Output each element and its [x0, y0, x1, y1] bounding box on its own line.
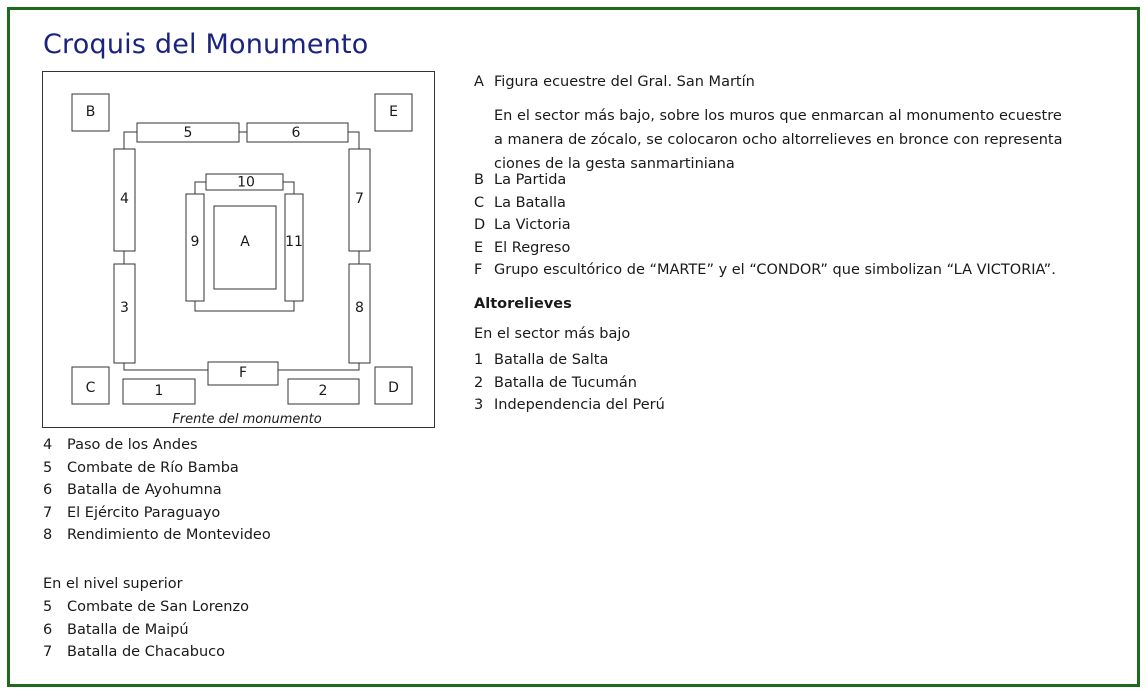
list-item: 5 Combate de San Lorenzo — [43, 599, 249, 615]
upper-level-list — [43, 596, 249, 664]
sketch-caption: Frente del monumento — [172, 412, 322, 427]
list-item: 5 Combate de Río Bamba — [43, 459, 239, 476]
legend-a — [474, 71, 755, 94]
description-line: ciones de la gesta sanmartiniana — [494, 156, 735, 172]
outer-line-top-left — [124, 132, 137, 149]
list-item: 2 Batalla de Tucumán — [474, 374, 637, 391]
list-item: 6 Batalla de Ayohumna — [43, 482, 222, 498]
description-line: En el sector más bajo, sobre los muros que enmarcan al monumento ecuestre — [494, 108, 1062, 124]
upper-level-label: En el nivel superior — [43, 576, 183, 592]
lower-sector-list — [474, 349, 665, 417]
label-4: 4 — [120, 191, 129, 207]
label-7: 7 — [355, 191, 364, 207]
lower-sector-label: En el sector más bajo — [474, 326, 631, 342]
list-item: 1 Batalla de Salta — [474, 352, 609, 368]
outer-line-top-right — [348, 132, 359, 149]
label-e: E — [389, 104, 398, 120]
monument-sketch — [42, 71, 435, 428]
page-title: Croquis del Monumento — [43, 29, 369, 60]
label-2: 2 — [318, 383, 328, 399]
outer-line-bottom-right — [278, 363, 359, 370]
legend-letters — [474, 169, 1056, 282]
label-11: 11 — [285, 234, 303, 250]
legend-item: D La Victoria — [474, 217, 571, 233]
label-10: 10 — [237, 174, 255, 191]
list-item: 7 Batalla de Chacabuco — [43, 644, 225, 660]
label-5: 5 — [183, 125, 193, 141]
label-a: A — [240, 234, 250, 250]
label-b: B — [85, 104, 96, 120]
inner-line-top-left — [195, 182, 206, 194]
list-item: 3 Independencia del Perú — [474, 397, 665, 413]
description-paragraph — [494, 104, 1094, 176]
legend-item: C La Batalla — [474, 194, 566, 211]
list-item: 6 Batalla de Maipú — [43, 621, 189, 638]
label-8: 8 — [355, 300, 364, 316]
inner-line-top-right — [283, 182, 294, 194]
outer-line-bottom-left — [124, 363, 208, 370]
sketch-drawing — [43, 72, 436, 429]
inner-line-bottom — [195, 301, 294, 311]
list-item: 4 Paso de los Andes — [43, 437, 198, 453]
list-item: 7 El Ejército Paraguayo — [43, 504, 221, 521]
legend-item: E El Regreso — [474, 239, 571, 256]
lower-sector-list-cont — [43, 434, 271, 547]
label-9: 9 — [190, 234, 200, 250]
list-item: 8 Rendimiento de Montevideo — [43, 527, 271, 543]
description-line: a manera de zócalo, se colocaron ocho altorrelieves en bronce con representa — [494, 132, 1063, 148]
label-1: 1 — [154, 383, 164, 399]
legend-item-a: A Figura ecuestre del Gral. San Martín — [474, 74, 755, 90]
legend-item: B La Partida — [474, 172, 567, 188]
legend-item: F Grupo escultórico de “MARTE” y el “CONDOR” que simbolizan “LA VICTORIA”. — [474, 262, 1056, 278]
label-f: F — [238, 365, 248, 381]
altorelieves-heading: Altorelieves — [474, 296, 572, 312]
label-d: D — [388, 380, 399, 396]
label-6: 6 — [291, 125, 301, 141]
label-3: 3 — [120, 300, 129, 316]
label-c: C — [85, 380, 96, 396]
